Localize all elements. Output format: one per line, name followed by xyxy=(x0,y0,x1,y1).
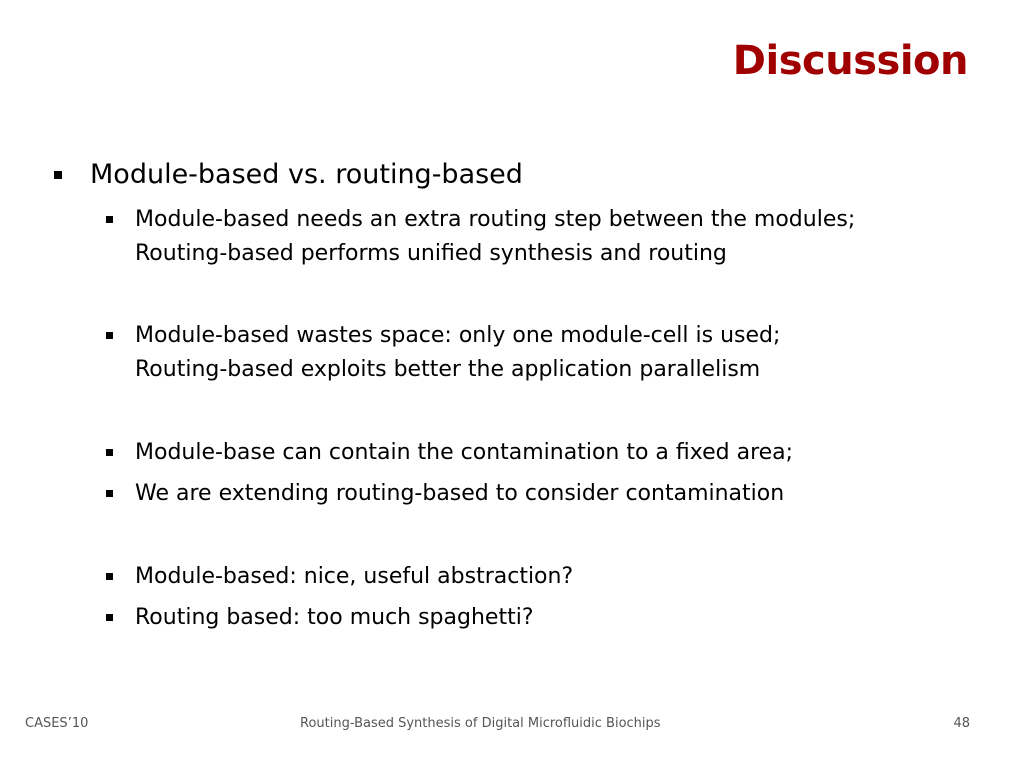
sub-bullet xyxy=(135,203,855,271)
bullet-square-icon xyxy=(106,490,113,497)
sub-bullet xyxy=(135,477,784,511)
footer-center: Routing-Based Synthesis of Digital Microfluidic Biochips xyxy=(300,716,661,731)
bullet-square-icon xyxy=(106,573,113,580)
sub-bullet-line: Module-base can contain the contamination to a fixed area; xyxy=(135,440,794,465)
sub-bullet xyxy=(135,560,573,594)
bullet-square-icon xyxy=(54,171,62,179)
sub-bullet xyxy=(135,319,780,387)
bullet-level1 xyxy=(90,158,523,192)
sub-bullet-line: Module-based needs an extra routing step between the modules; xyxy=(135,207,856,232)
sub-bullet-line: Module-based wastes space: only one module-cell is used; xyxy=(135,323,781,348)
sub-bullet-line: We are extending routing-based to consider contamination xyxy=(135,481,785,506)
footer-left: CASES’10 xyxy=(25,716,89,731)
bullet-text: Module-based vs. routing-based xyxy=(90,159,523,190)
bullet-square-icon xyxy=(106,216,113,223)
sub-bullet xyxy=(135,601,534,635)
bullet-square-icon xyxy=(106,449,113,456)
bullet-square-icon xyxy=(106,332,113,339)
sub-bullet-line: Routing-based exploits better the application parallelism xyxy=(135,357,761,382)
sub-bullet xyxy=(135,436,793,470)
sub-bullet-line: Routing-based performs unified synthesis and routing xyxy=(135,241,727,266)
slide-title: Discussion xyxy=(732,38,968,84)
sub-bullet-line: Module-based: nice, useful abstraction? xyxy=(135,564,574,589)
sub-bullet-line: Routing based: too much spaghetti? xyxy=(135,605,534,630)
footer-page-number: 48 xyxy=(953,716,970,731)
bullet-square-icon xyxy=(106,614,113,621)
